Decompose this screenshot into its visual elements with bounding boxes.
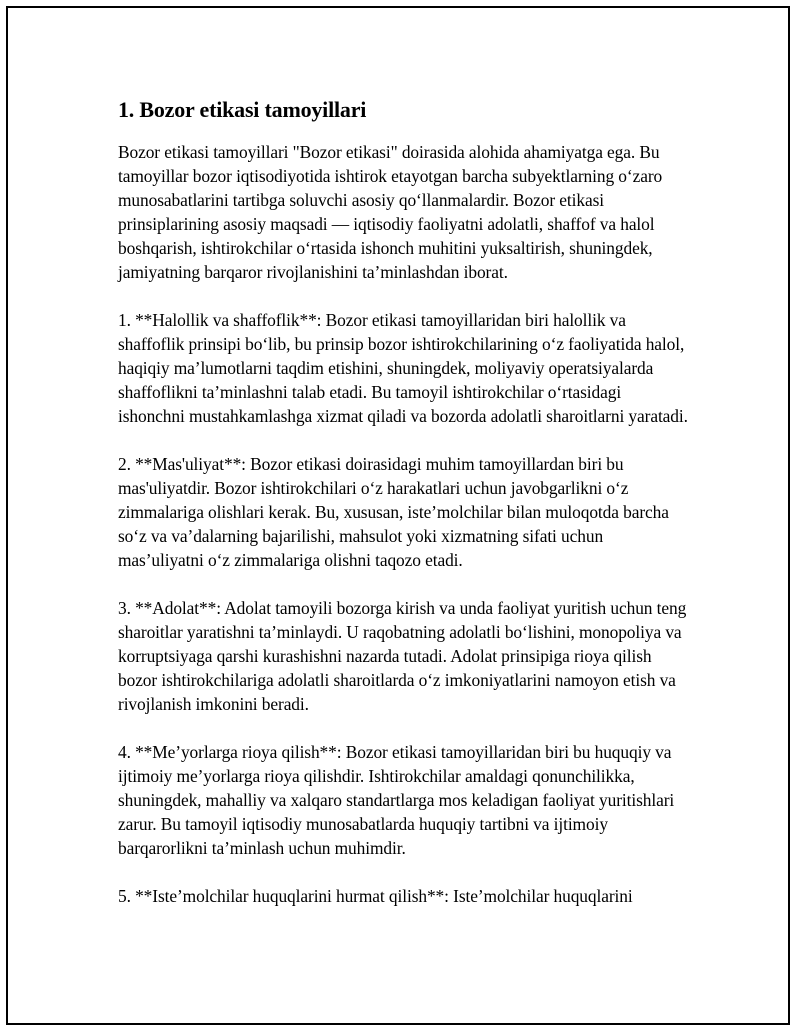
principle-norms-paragraph: 4. **Me’yorlarga rioya qilish**: Bozor etikasi tamoyillaridan biri bu huquqiy va ijtimoiy me’yorlarga rioya qilishdir. Ishtirokchilar amaldagi qonunchilikka, shuningdek, mahalliy va xalqaro standartlarga mos keladigan faoliyat yuritishlari zarur. Bu tamoyil iqtisodiy munosabatlarda huquqiy tartibni va ijtimoiy barqarorlikni ta’minlash uchun muhimdir. (118, 742, 675, 858)
document-page (6, 6, 790, 1025)
principle-honesty-paragraph: 1. **Halollik va shaffoflik**: Bozor etikasi tamoyillaridan biri halollik va shaffoflik prinsipi bo‘lib, bu prinsip bozor ishtirokchilarining o‘z faoliyatida halol, haqiqiy ma’lumotlarni taqdim etishini, shuningdek, moliyaviy operatsiyalarda shaffoflikni ta’minlashni talab etadi. Bu tamoyil ishtirokchilar o‘rtasidagi ishonchni mustahkamlashga xizmat qiladi va bozorda adolatli sharoitlarni yaratadi. (118, 310, 688, 426)
principle-responsibility-paragraph: 2. **Mas'uliyat**: Bozor etikasi doirasidagi muhim tamoyillardan biri bu mas'uliyatdir. Bozor ishtirokchilari o‘z harakatlari uchun javobgarlikni o‘z zimmalariga olishlari kerak. Bu, xususan, iste’molchilar bilan muloqotda barcha so‘z va va’dalarning bajarilishi, mahsulot yoki xizmatning sifati uchun mas’uliyatni o‘z zimmalariga olishni taqozo etadi. (118, 454, 669, 570)
principle-consumer-rights-paragraph: 5. **Iste’molchilar huquqlarini hurmat qilish**: Iste’molchilar huquqlarini (118, 886, 633, 906)
section-title: 1. Bozor etikasi tamoyillari (118, 97, 367, 122)
principle-justice-paragraph: 3. **Adolat**: Adolat tamoyili bozorga kirish va unda faoliyat yuritish uchun teng sharoitlar yaratishni ta’minlaydi. U raqobatning adolatli bo‘lishini, monopoliya va korruptsiyaga qarshi kurashishni nazarda tutadi. Adolat prinsipiga rioya qilish bozor ishtirokchilariga adolatli sharoitlarda o‘z imkoniyatlarini namoyon etish va rivojlanish imkonini beradi. (118, 598, 687, 714)
intro-paragraph: Bozor etikasi tamoyillari "Bozor etikasi" doirasida alohida ahamiyatga ega. Bu tamoyillar bozor iqtisodiyotida ishtirok etayotgan barcha subyektlarning o‘zaro munosabatlarini tartibga soluvchi asosiy qo‘llanmalardir. Bozor etikasi prinsiplarining asosiy maqsadi — iqtisodiy faoliyatni adolatli, shaffof va halol boshqarish, ishtirokchilar o‘rtasida ishonch muhitini yuksaltirish, shuningdek, jamiyatning barqaror rivojlanishini ta’minlashdan iborat. (118, 142, 663, 282)
document-content (118, 96, 690, 908)
